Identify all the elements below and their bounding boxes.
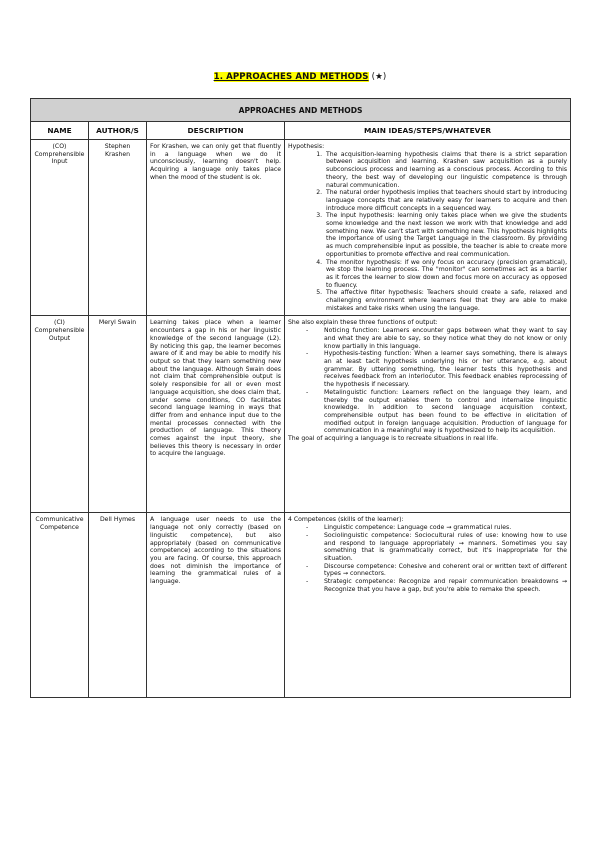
approach-author: Stephen Krashen <box>89 140 147 316</box>
approach-description: Learning takes place when a learner encounters a gap in his or her linguistic knowledge of the second language (L2). By noticing this gap, the learner becomes aware of it and may be able to modify his output so that they learn something new about the language. Although Swain does not claim that comprehensible output is solely responsible for all or even most language acquisition, she does claim that, under some conditions, CO facilitates second language learning in ways that differ from and enhance input due to the mental processes connected with the production of language. This theory comes against the input theory, she believes this theory is necessary in order to acquire the language. <box>147 316 285 513</box>
ideas-intro: Hypothesis: <box>288 143 325 150</box>
list-item: - Linguistic competence: Language code → grammatical rules. <box>324 524 567 532</box>
list-item: 3. The input hypothesis: learning only takes place when we give the students some knowledge and the next lesson we work with that knowledge and add something new. We can't start with something new. This hypothesis highlights the importance of using the Target Language in the classroom. By providing as much comprehensible input as possible, the teacher is able to create more opportunities to promote effective and real communication. <box>324 212 567 258</box>
approach-name: (CI) Comprehensible Output <box>31 316 89 513</box>
list-item: - Discourse competence: Cohesive and coherent oral or written text of different types → connectors. <box>324 563 567 578</box>
approach-description: A language user needs to use the language not only correctly (based on linguistic competence), but also appropriately (based on communicative competence) according to the situations you are facing. Of course, this approach does not diminish the importance of learning the grammatical rules of a language. <box>147 513 285 698</box>
approach-author: Meryl Swain <box>89 316 147 513</box>
list-item: - Sociolinguistic competence: Sociocultural rules of use: knowing how to use and respond to language appropriately → manners. Sometimes you say something that is grammatically correct, but it's inappropriate for the situation. <box>324 532 567 563</box>
list-item: 2. The natural order hypothesis implies that teachers should start by introducing language concepts that are relatively easy for learners to acquire and then introduce more difficult concepts in a sequenced way. <box>324 189 567 212</box>
approach-main-ideas <box>285 513 571 698</box>
approach-name: Communicative Competence <box>31 513 89 698</box>
column-header-authors: AUTHOR/S <box>89 122 147 140</box>
approach-name: (CO) Comprehensible Input <box>31 140 89 316</box>
section-title: 1. APPROACHES AND METHODS <box>213 72 369 82</box>
table-row <box>31 316 571 513</box>
ideas-intro: She also explain these three functions of output: <box>288 319 438 327</box>
column-header-description: DESCRIPTION <box>147 122 285 140</box>
list-item: 1. The acquisition-learning hypothesis claims that there is a strict separation between acquisition and learning. Krashen saw acquisition as a purely subconscious process and learning as a conscious process. According to this theory, the best way of developing our linguistic competence is through natural communication. <box>324 151 567 190</box>
list-item: 4. The monitor hypothesis: if we only focus on accuracy (precision gramatical), we stop the learning process. The "monitor" can sometimes act as a barrier as it forces the learner to slow down and focus more on accuracy as opposed to fluency. <box>324 259 567 290</box>
column-header-main-ideas: MAIN IDEAS/STEPS/WHATEVER <box>285 122 571 140</box>
star-marker: (★) <box>371 72 387 82</box>
approach-author: Dell Hymes <box>89 513 147 698</box>
list-item: 5. The affective filter hypothesis: Teachers should create a safe, relaxed and challenging environment where learners feel that they are able to make mistakes and take risks when using the language. <box>324 289 567 312</box>
section-heading <box>0 72 600 82</box>
ideas-list <box>288 151 567 313</box>
approach-main-ideas <box>285 140 571 316</box>
list-item: - Noticing function: Learners encounter gaps between what they want to say and what they are able to say, so they notice what they do not know or only know partially in this language. <box>324 327 567 350</box>
list-item: - Metalinguistic function: Learners reflect on the language they learn, and thereby the output enables them to control and internalize linguistic knowledge. In addition to second language acquisition context, comprehensible output has been found to be effective in elicitation of modified output in foreign language acquisition. Production of language for communication in a meaningful way is hypothesized to help its acquisition. <box>324 389 567 435</box>
ideas-list <box>288 524 567 593</box>
ideas-outro: The goal of acquiring a language is to recreate situations in real life. <box>288 435 499 443</box>
list-item: - Strategic competence: Recognize and repair communication breakdowns → Recognize that you have a gap, but you're able to remake the speech. <box>324 578 567 593</box>
approach-main-ideas <box>285 316 571 513</box>
ideas-intro: 4 Competences (skills of the learner): <box>288 516 404 524</box>
approach-description: For Krashen, we can only get that fluently in a language when we do it unconsciously, learning doesn't help. Acquiring a language only takes place when the mood of the student is ok. <box>147 140 285 316</box>
column-header-name: NAME <box>31 122 89 140</box>
approaches-table <box>30 98 571 698</box>
ideas-list <box>288 327 567 435</box>
table-title: APPROACHES AND METHODS <box>31 99 571 122</box>
table-row <box>31 140 571 316</box>
list-item: - Hypothesis-testing function: When a learner says something, there is always an at least tacit hypothesis underlying his or her utterance, e.g. about grammar. By uttering something, the learner tests this hypothesis and receives feedback from an interlocutor. This feedback enables reprocessing of the hypothesis if necessary. <box>324 350 567 389</box>
table-row <box>31 513 571 698</box>
